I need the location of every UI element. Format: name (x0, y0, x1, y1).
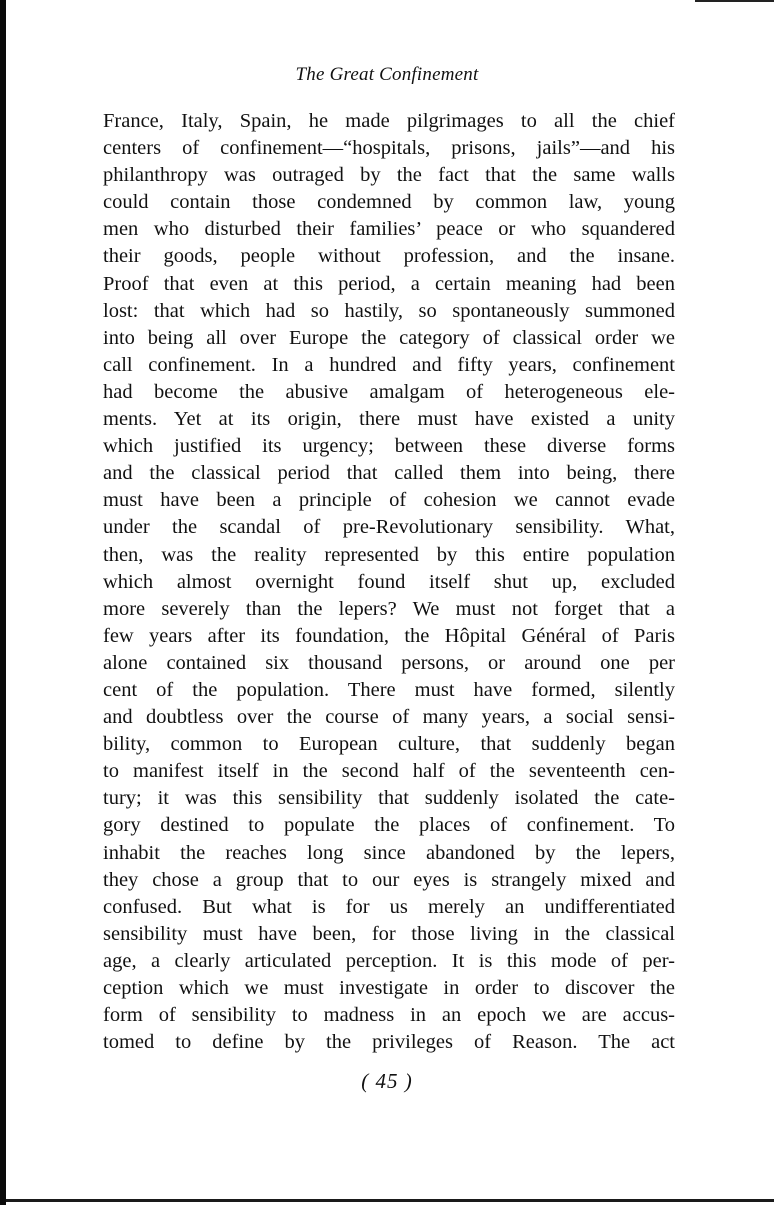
text-line: under the scandal of pre-Revolutionary sensibility. What, (103, 516, 675, 539)
text-line: tury; it was this sensibility that suddenly isolated the cate- (103, 787, 675, 810)
scan-edge-bottom (6, 1199, 774, 1202)
scan-edge-left (0, 0, 6, 1205)
text-line: bility, common to European culture, that suddenly began (103, 733, 675, 756)
text-line: call confinement. In a hundred and fifty years, confinement (103, 353, 675, 376)
running-head: The Great Confinement (295, 64, 479, 85)
text-line: and the classical period that called them into being, there (103, 462, 675, 485)
text-line: few years after its foundation, the Hôpital Général of Paris (103, 624, 675, 647)
text-line: had become the abusive amalgam of heterogeneous ele- (103, 380, 675, 403)
text-line: gory destined to populate the places of confinement. To (103, 814, 675, 837)
text-line: alone contained six thousand persons, or around one per (103, 651, 675, 674)
text-line: which almost overnight found itself shut up, excluded (103, 570, 675, 593)
text-line: tomed to define by the privileges of Reason. The act (103, 1031, 675, 1054)
text-line: they chose a group that to our eyes is strangely mixed and (103, 868, 675, 891)
text-line: then, was the reality represented by this entire population (103, 543, 675, 566)
text-line: must have been a principle of cohesion we cannot evade (103, 489, 675, 512)
text-line: could contain those condemned by common law, young (103, 191, 675, 214)
text-line: confused. But what is for us merely an undifferentiated (103, 895, 675, 918)
text-line: and doubtless over the course of many years, a social sensi- (103, 706, 675, 729)
text-line: more severely than the lepers? We must not forget that a (103, 597, 675, 620)
text-line: France, Italy, Spain, he made pilgrimages to all the chief (103, 110, 675, 132)
text-line: their goods, people without profession, and the insane. (103, 245, 675, 268)
text-line: Proof that even at this period, a certain meaning had been (103, 272, 675, 295)
text-line: philanthropy was outraged by the fact that the same walls (103, 164, 675, 187)
text-line: age, a clearly articulated perception. It is this mode of per- (103, 949, 675, 972)
text-line: centers of confinement—“hospitals, prisons, jails”—and his (103, 137, 675, 160)
text-line: into being all over Europe the category of classical order we (103, 326, 675, 349)
page-number: ( 45 ) (361, 1069, 413, 1093)
text-line: men who disturbed their families’ peace or who squandered (103, 218, 675, 241)
text-line: which justified its urgency; between these diverse forms (103, 435, 675, 458)
text-line: to manifest itself in the second half of the seventeenth cen- (103, 760, 675, 783)
text-line: lost: that which had so hastily, so spontaneously summoned (103, 299, 675, 322)
text-line: inhabit the reaches long since abandoned by the lepers, (103, 841, 675, 864)
text-line: form of sensibility to madness in an epoch we are accus- (103, 1004, 675, 1027)
scan-edge-top (695, 0, 774, 2)
body-text (103, 108, 675, 1056)
text-line: ments. Yet at its origin, there must have existed a unity (103, 408, 675, 431)
text-line: ception which we must investigate in order to discover the (103, 977, 675, 999)
text-line: cent of the population. There must have formed, silently (103, 678, 675, 701)
text-line: sensibility must have been, for those living in the classical (103, 922, 675, 945)
